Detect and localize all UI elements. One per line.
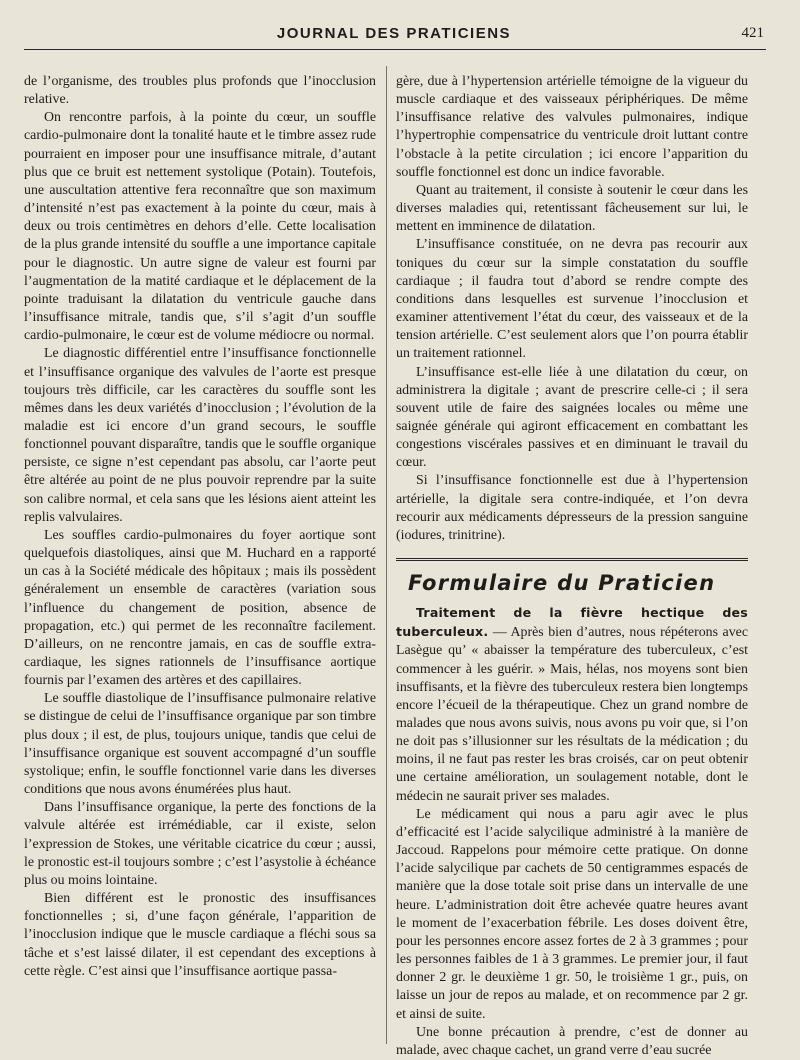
column-divider bbox=[386, 66, 387, 1044]
header-rule bbox=[24, 49, 766, 50]
subsection-paragraph bbox=[396, 604, 748, 806]
page-header bbox=[24, 22, 764, 46]
paragraph: L’insuffisance est-elle liée à une dilatation du cœur, on administrera la digitale ; avant de prescrire celle-ci ; il sera souvent utile de faire des saignées locales ou même une saignée générale qui agiront efficacement en combattant les congestions viscérales passives et en diminuant le travail du cœur. bbox=[396, 364, 748, 471]
paragraph: On rencontre parfois, à la pointe du cœur, un souffle cardio-pulmonaire dont la tonalité haute et le timbre assez rude pourraient en imposer pour une insuffisance mitrale, d’autant plus que ce bruit est nettement systolique (Potain). Toutefois, une auscultation attentive fera reconnaître que son maximum d’intensité n’est pas exactement à la pointe du cœur, mais à deux ou trois centimètres en dehors d’elle. Cette localisation de la plus grande intensité du souffle a une importance capitale pour le diagnostic. Un autre signe de valeur est fourni par l’augmentation de la matité cardiaque et le déplacement de la pointe traduisant la dilatation du ventricule gauche dans l’insuffisance mitrale, tandis que, s’il s’agit d’un souffle cardio-pulmonaire, le cœur est de volume médiocre ou normal. bbox=[24, 110, 376, 344]
running-title: JOURNAL DES PRATICIENS bbox=[276, 25, 512, 42]
right-column bbox=[396, 73, 748, 1060]
paragraph: Quant au traitement, il consiste à soutenir le cœur dans les diverses maladies qui, retentissant fâcheusement sur lui, le mettent en imminence de dilatation. bbox=[396, 182, 748, 235]
paragraph: Une bonne précaution à prendre, c’est de donner au malade, avec chaque cachet, un grand verre d’eau sucrée bbox=[396, 1024, 748, 1058]
paragraph: Bien différent est le pronostic des insuffisances fonctionnelles ; si, d’une façon générale, l’apparition de l’inocclusion indique que le muscle cardiaque a fléchi sous sa tâche et s’est laissé dilater, il est cependant des exceptions à cette règle. C’est ainsi que l’insuffisance aortique passa- bbox=[24, 891, 376, 979]
section-heading-box bbox=[396, 558, 748, 596]
paragraph: gère, due à l’hypertension artérielle témoigne de la vigueur du muscle cardiaque et des vaisseaux périphériques. De même l’insuffisance relative des valvules pulmonaires, indique l’hypertrophie compensatrice du ventricule droit luttant contre l’obstacle à la petite circulation ; ici encore l’apparition du souffle fonctionnel est donc un indice favorable. bbox=[396, 74, 748, 180]
paragraph: Dans l’insuffisance organique, la perte des fonctions de la valvule altérée est irrémédiable, car il existe, selon l’expression de Stokes, une véritable cicatrice du cœur ; aussi, le pronostic est-il toujours sombre ; c’est l’asystolie à échéance plus ou moins lointaine. bbox=[24, 800, 376, 888]
section-title: Formulaire du Praticien bbox=[408, 571, 716, 596]
page-number: 421 bbox=[741, 25, 764, 41]
paragraph: Si l’insuffisance fonctionnelle est due à l’hypertension artérielle, la digitale sera contre-indiquée, et l’on devra recourir aux médicaments dépresseurs de la pression sanguine (iodures, trinitrine). bbox=[396, 473, 748, 543]
paragraph: Le médicament qui nous a paru agir avec le plus d’efficacité est l’acide salycilique administré à la manière de Jaccoud. Rappelons pour mémoire cette pratique. On donne l’acide salycilique par cachets de 50 centigrammes espacés de manière que la dose totale soit prise dans un intervalle de une heure. L’administration doit être achevée quatre heures avant le moment de l’exacerbation fébrile. Les doses doivent être, pour les personnes encore assez fortes de 2 à 3 grammes ; pour les personnes faibles de 1 à 3 grammes. Le premier jour, il faut donner 2 gr. le deuxième 1 gr. 50, le troisième 1 gr., puis, on laisse un jour de repos au malade, et on recommence par 2 gr. et ainsi de suite. bbox=[396, 806, 748, 1022]
paragraph: Le diagnostic différentiel entre l’insuffisance fonctionnelle et l’insuffisance organique des valvules de l’aorte est presque toujours très difficile, car les caractères du souffle sont les mêmes dans les deux variétés d’inocclusion ; l’évolution de la maladie est ici encore d’un grand secours, le souffle fonctionnel pouvant disparaître, tandis que le souffle organique persiste, ce signe n’est cependant pas absolu, car l’aorte peut être altérée au point de ne plus pouvoir reprendre par la suite son calibre normal, et cela sans que les lésions aient atteint les replis valvulaires. bbox=[24, 346, 376, 525]
paragraph: Le souffle diastolique de l’insuffisance pulmonaire relative se distingue de celui de l’insuffisance organique par son timbre plus doux ; il est, de plus, toujours unique, tandis que celui de l’insuffisance organique est souvent accompagné d’un souffle systolique; enfin, le souffle fonctionnel varie dans les diverses conditions que nous avons énumérées plus haut. bbox=[24, 691, 376, 798]
left-column bbox=[24, 73, 376, 981]
paragraph: de l’organisme, des troubles plus profonds que l’inocclusion relative. bbox=[24, 74, 376, 108]
subsection-text: — Après bien d’autres, nous répéterons avec Lasègue qu’ « abaisser la température des tuberculeux, c’est commencer à les guérir. » Mais, hélas, nos moyens sont bien insuffisants, et la fièvre des tuberculeux restera bien longtemps encore l’écueil de la thérapeutique. Chez un grand nombre de malades que nous avons suivis, nous avons pu voir que, si l’on ne doit pas s’illusionner sur les résultats de la médication ; du moins, il ne faut pas rester les bras croisés, car on peut obtenir une certaine amélioration, un soulagement notable, dont le médecin ne saurait priver ses malades. bbox=[396, 625, 748, 804]
paragraph: Les souffles cardio-pulmonaires du foyer aortique sont quelquefois diastoliques, ainsi que M. Huchard en a rapporté un cas à la Société médicale des hôpitaux ; mais ils possèdent généralement un ensemble de caractères (variation sous l’influence du changement de position, absence de propagation, etc.) qui permet de les reconnaître facilement. D’ailleurs, on ne rencontre jamais, en cas de souffle extra-cardiaque, les signes rationnels de l’insuffisance aortique fournis par l’examen des artères et des capillaires. bbox=[24, 527, 376, 689]
subsection-title: Traitement de la fièvre hectique des tuberculeux. bbox=[396, 605, 748, 640]
paragraph: L’insuffisance constituée, on ne devra pas recourir aux toniques du cœur sur la simple constatation du souffle cardiaque ; il faudra tout d’abord se rendre compte des conditions dans lesquelles est survenue l’inocclusion et examiner attentivement l’état du cœur, des vaisseaux et de la tension artérielle. C’est seulement alors que l’on pourra établir un traitement rationnel. bbox=[396, 237, 748, 362]
